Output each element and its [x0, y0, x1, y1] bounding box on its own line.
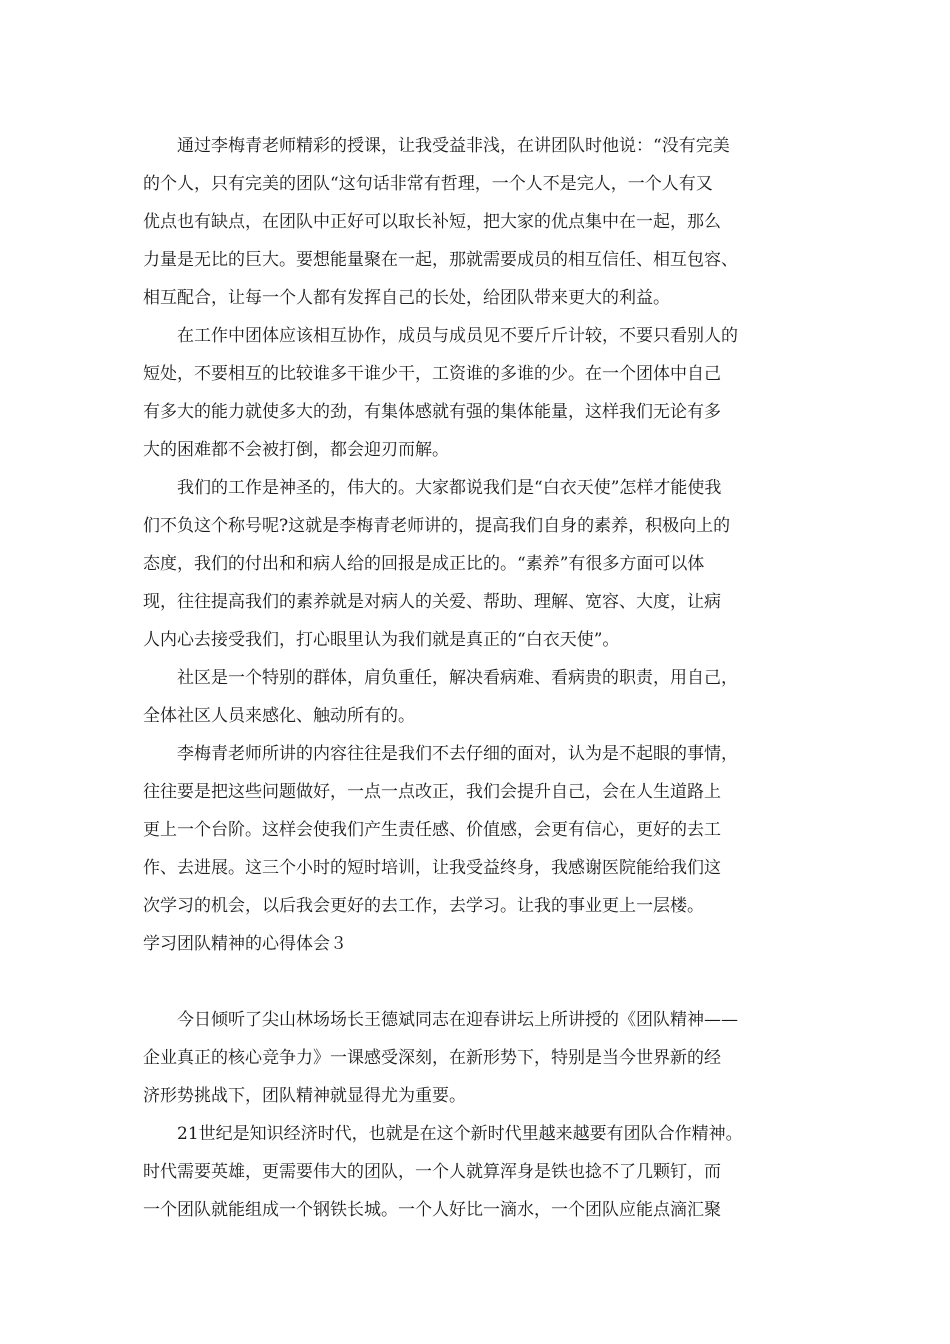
text-line: 现，往往提高我们的素养就是对病人的关爱、帮助、理解、宽容、大度，让病 — [143, 592, 721, 612]
text-line: 在工作中团体应该相互协作，成员与成员见不要斤斤计较，不要只看别人的 — [177, 326, 738, 346]
text-line: 作、去进展。这三个小时的短时培训，让我受益终身，我感谢医院能给我们这 — [143, 858, 721, 878]
paragraph — [143, 735, 803, 925]
text-line: 企业真正的核心竞争力》一课感受深刻，在新形势下，特别是当今世界新的经 — [143, 1048, 721, 1068]
paragraph — [143, 1001, 803, 1115]
text-line: 次学习的机会，以后我会更好的去工作，去学习。让我的事业更上一层楼。 — [143, 896, 704, 916]
text-line: 的个人，只有完美的团队“这句话非常有哲理，一个人不是完人，一个人有又 — [143, 174, 713, 194]
paragraph — [143, 127, 803, 317]
text-line: 今日倾听了尖山林场场长王德斌同志在迎春讲坛上所讲授的《团队精神—— — [177, 1010, 738, 1030]
section-2-body — [143, 127, 803, 925]
text-line: 大的困难都不会被打倒，都会迎刃而解。 — [143, 440, 449, 460]
text-line: 有多大的能力就使多大的劲，有集体感就有强的集体能量，这样我们无论有多 — [143, 402, 721, 422]
section-heading: 学习团队精神的心得体会３ — [143, 934, 347, 954]
text-line: 李梅青老师所讲的内容往往是我们不去仔细的面对，认为是不起眼的事情， — [177, 744, 738, 764]
text-line: 们不负这个称号呢?这就是李梅青老师讲的，提高我们自身的素养，积极向上的 — [143, 516, 731, 536]
text-line: 态度，我们的付出和和病人给的回报是成正比的。“素养”有很多方面可以体 — [143, 554, 705, 574]
paragraph — [143, 1115, 803, 1229]
blank-line — [143, 963, 803, 1001]
paragraph — [143, 659, 803, 735]
text-line: 往往要是把这些问题做好，一点一点改正，我们会提升自己，会在人生道路上 — [143, 782, 721, 802]
text-line: 优点也有缺点，在团队中正好可以取长补短，把大家的优点集中在一起，那么 — [143, 212, 721, 232]
text-line: 更上一个台阶。这样会使我们产生责任感、价值感，会更有信心，更好的去工 — [143, 820, 721, 840]
text-line: 社区是一个特别的群体，肩负重任，解决看病难、看病贵的职责，用自己， — [177, 668, 738, 688]
text-line: 力量是无比的巨大。要想能量聚在一起，那就需要成员的相互信任、相互包容、 — [143, 250, 738, 270]
text-line: 短处，不要相互的比较谁多干谁少干，工资谁的多谁的少。在一个团体中自己 — [143, 364, 721, 384]
text-line: 全体社区人员来感化、触动所有的。 — [143, 706, 415, 726]
text-line: 21世纪是知识经济时代，也就是在这个新时代里越来越要有团队合作精神。 — [177, 1124, 743, 1144]
text-line: 通过李梅青老师精彩的授课，让我受益非浅，在讲团队时他说：“没有完美 — [177, 136, 730, 156]
paragraph — [143, 317, 803, 469]
text-line: 一个团队就能组成一个钢铁长城。一个人好比一滴水，一个团队应能点滴汇聚 — [143, 1200, 721, 1220]
text-line: 人内心去接受我们，打心眼里认为我们就是真正的“白衣天使”。 — [143, 630, 620, 650]
text-line: 我们的工作是神圣的，伟大的。大家都说我们是“白衣天使”怎样才能使我 — [177, 478, 722, 498]
document-body — [143, 127, 803, 1229]
text-line: 相互配合，让每一个人都有发挥自己的长处，给团队带来更大的利益。 — [143, 288, 670, 308]
paragraph — [143, 469, 803, 659]
text-line: 济形势挑战下，团队精神就显得尤为重要。 — [143, 1086, 466, 1106]
section-3-body — [143, 1001, 803, 1229]
text-line: 时代需要英雄，更需要伟大的团队，一个人就算浑身是铁也捻不了几颗钉，而 — [143, 1162, 721, 1182]
